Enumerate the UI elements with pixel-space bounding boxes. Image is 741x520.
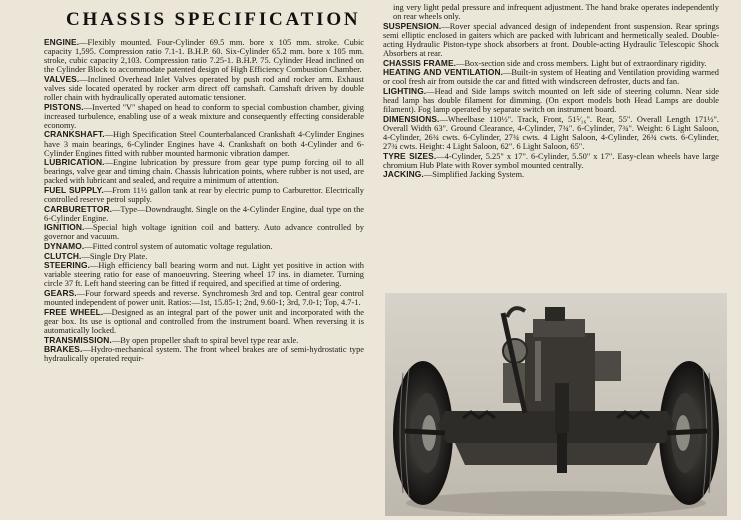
spec-text: —Inverted "V" shaped on head to conform to special combustion chamber, giving increased turbulence, enabling use of a weak mixture and consequently effecting considerable economy. bbox=[44, 102, 364, 130]
brakes-continuation-text: ing very light pedal pressure and infrequent adjustment. The hand brake operates independently on rear wheels only. bbox=[393, 3, 719, 22]
page-title: CHASSIS SPECIFICATION bbox=[66, 9, 361, 30]
left-spec-entry bbox=[44, 289, 364, 307]
lower-arm bbox=[455, 443, 657, 465]
spec-heading: IGNITION. bbox=[44, 222, 85, 233]
spec-text: —Simplified Jacking System. bbox=[423, 170, 525, 180]
spec-text: —High Specification Steel Counterbalanced Crankshaft 4-Cylinder Engines have 3 main bearings, 6-Cylinder Engines have 4. Crankshaft on both 4-Cylinder and 6-Cylinder Engines fitted with rubber mounted harmonic vibration damper. bbox=[44, 130, 364, 158]
spec-text: —Built-in system of Heating and Ventilation providing warmed or cool fresh air from outside the car and fitted with windscreen defroster, ducts and fan. bbox=[383, 68, 719, 87]
right-spec-entry bbox=[383, 68, 719, 86]
left-spec-entry bbox=[44, 336, 364, 345]
spec-heading: DYNAMO. bbox=[44, 241, 85, 252]
spec-text: —Special high voltage ignition coil and battery. Auto advance controlled by governor and vacuum. bbox=[44, 223, 364, 242]
spec-text: —Four forward speeds and reverse. Synchromesh 3rd and top. Central gear control mounted independent of power unit. Ratios:—1st, 15.85-1; 2nd, 9.60-1; 3rd, 7.0-1; Top, 4.7-1. bbox=[44, 289, 364, 308]
spec-heading: GEARS. bbox=[44, 288, 77, 299]
spec-text: —Head and Side lamps switch mounted on left side of steering column. Near side head lamp has double filament for dimming. (On export models both Head Lamps are double filament). Fog lamp operated by separate switch on instrument board. bbox=[383, 86, 719, 115]
spec-heading: SUSPENSION. bbox=[383, 20, 442, 31]
left-spec-entry bbox=[44, 158, 364, 185]
right-spec-list bbox=[383, 22, 719, 180]
left-spec-entry bbox=[44, 223, 364, 241]
spec-heading: JACKING. bbox=[383, 169, 424, 180]
spec-heading: VALVES. bbox=[44, 73, 80, 84]
spec-text: —Engine lubrication by pressure from gear type pump forcing oil to all bearings, valve gear and timing chain. Chassis lubrication points, where rubber is not used, are packed with lubricant and sealed, and require a minimum of attention. bbox=[44, 158, 364, 186]
left-spec-entry bbox=[44, 308, 364, 335]
chassis-illustration bbox=[385, 293, 727, 516]
right-spec-entry bbox=[383, 152, 719, 170]
spec-heading: STEERING. bbox=[44, 260, 91, 271]
spec-text: —By open propeller shaft to spiral bevel type rear axle. bbox=[111, 335, 299, 345]
spec-text: —Flexibly mounted. Four-Cylinder 69.5 mm. bore x 105 mm. stroke. Cubic capacity 1,595. Compression ratio 7.1-1. B.H.P. 60. Six-Cylinder 65.2 mm. bore x 105 mm. stroke, cubic capacity 2,103. Compression ratio 7.25-1. B.H.P. 75. Cylinder Head inclined on the Cylinder Block to accommodate patented design of High Efficiency Combustion Chamber. bbox=[44, 38, 364, 75]
left-spec-entry bbox=[44, 345, 364, 363]
brakes-continuation bbox=[383, 3, 719, 21]
left-spec-entry bbox=[44, 38, 364, 74]
spec-text: —Wheelbase 110½". Track, Front, 51⁵⁄₁₆". Rear, 55". Overall Length 171½". Overall Width 63". Ground Clearance, 4-Cylinder, 7¾". 6-Cylinder, 7¾". Weight: 6 Light Saloon, 4-Cylinder, 26¾ cwts. 6-Cylinder, 27¾ cwts. 4 Light Saloon, 4-Cylinder, 26¾ cwts. 6-Cylinder, 27¾ cwts. Height: 4 Light Saloon, 62". 6 Light Saloon, 65". bbox=[383, 114, 719, 151]
spec-heading: FUEL SUPPLY. bbox=[44, 185, 104, 195]
spec-heading: HEATING AND VENTILATION. bbox=[383, 67, 504, 78]
spec-heading: DIMENSIONS. bbox=[383, 113, 440, 124]
right-column bbox=[383, 3, 719, 180]
spec-heading: TRANSMISSION. bbox=[44, 334, 112, 345]
spec-text: —Hydro-mechanical system. The front wheel brakes are of semi-hydrostatic type hydraulically operated requir- bbox=[44, 345, 364, 364]
left-spec-entry bbox=[44, 261, 364, 288]
spec-heading: CLUTCH. bbox=[44, 250, 82, 261]
spec-heading: CARBURETTOR. bbox=[44, 203, 113, 214]
spec-heading: BRAKES. bbox=[44, 344, 83, 355]
spec-heading: LUBRICATION. bbox=[44, 157, 105, 168]
spec-heading: ENGINE. bbox=[44, 37, 80, 47]
spec-text: —From 11½ gallon tank at rear by electric pump to Carburettor. Electrically controlled reserve petrol supply. bbox=[44, 186, 364, 205]
left-spec-list bbox=[44, 38, 364, 363]
right-spec-entry bbox=[383, 115, 719, 151]
spec-text: —High efficiency ball bearing worm and nut. Light yet positive in action with variable steering ratio for ease of manoeuvring. Steering wheel 17 ins. in diameter. Turning circle 37 ft. Left hand steering can be fitted if required, and specified at time of ordering. bbox=[44, 261, 364, 289]
left-spec-entry bbox=[44, 186, 364, 204]
spec-text: —Type—Downdraught. Single on the 4-Cylinder Engine, dual type on the 6-Cylinder Engine. bbox=[44, 204, 364, 223]
floor-shadow bbox=[406, 491, 706, 515]
chassis-photo bbox=[385, 293, 727, 516]
spec-heading: TYRE SIZES. bbox=[383, 150, 437, 161]
right-spec-entry bbox=[383, 170, 719, 179]
left-spec-entry bbox=[44, 103, 364, 130]
spec-heading: CRANKSHAFT. bbox=[44, 129, 105, 140]
left-spec-entry bbox=[44, 242, 364, 251]
spec-text: —Box-section side and cross members. Light but of extraordinary rigidity. bbox=[456, 58, 707, 68]
spec-text: —4-Cylinder, 5.25" x 17". 6-Cylinder, 5.50" x 17". Easy-clean wheels have large chromium Hub Plate with Rover symbol mounted centrally. bbox=[383, 151, 719, 170]
spec-text: —Single Dry Plate. bbox=[81, 251, 148, 261]
spec-heading: LIGHTING. bbox=[383, 85, 427, 96]
left-spec-entry bbox=[44, 75, 364, 102]
spec-heading: CHASSIS FRAME. bbox=[383, 57, 457, 68]
right-spec-entry bbox=[383, 22, 719, 58]
spec-text: —Designed as an integral part of the power unit and incorporated with the gear box. Its use is optional and controlled from the instrument board. When reversing it is automatically locked. bbox=[44, 307, 364, 335]
spec-text: —Inclined Overhead Inlet Valves operated by push rod and rocker arm. Exhaust valves side located operated by rocker arm direct off camshaft. Camshaft driven by double roller chain with hydraulically operated automatic tensioner. bbox=[44, 74, 364, 103]
left-column bbox=[44, 8, 364, 364]
left-spec-entry bbox=[44, 252, 364, 261]
left-spec-entry bbox=[44, 130, 364, 157]
left-spec-entry bbox=[44, 205, 364, 223]
spec-heading: FREE WHEEL. bbox=[44, 306, 104, 317]
spec-text: —Rover special advanced design of independent front suspension. Rear springs semi elliptic enclosed in gaiters which are packed with lubricant and hermetically sealed. Double-acting Hydraulic Piston-type shock absorbers at front. Double-acting Hydraulic Telescopic Shock Absorbers at rear. bbox=[383, 21, 719, 58]
spec-text: —Fitted control system of automatic voltage regulation. bbox=[84, 242, 273, 252]
right-spec-entry bbox=[383, 87, 719, 114]
spec-heading: PISTONS. bbox=[44, 101, 84, 112]
